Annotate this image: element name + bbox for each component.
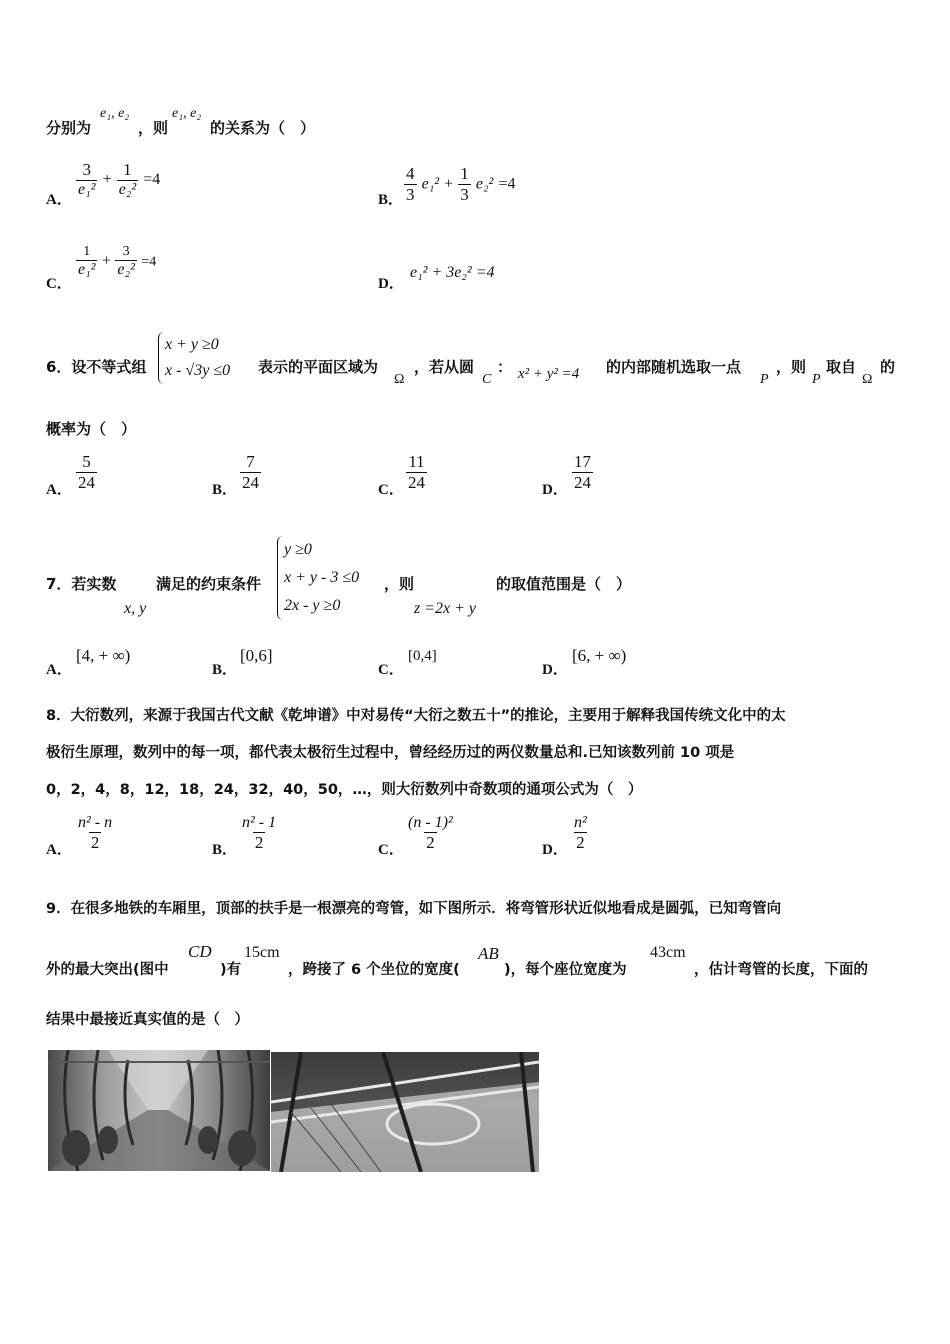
q9-text-e: ，估计弯管的长度，下面的 [694, 962, 868, 978]
numerator: 1 [460, 164, 469, 183]
q5-option-b-expr [404, 164, 515, 204]
q5-vars-1: e₁, e₂ [100, 106, 130, 121]
q6-omega: Ω [394, 372, 405, 387]
fraction [240, 452, 261, 492]
denominator: 2 [576, 833, 585, 853]
q6-colon: ： [497, 358, 513, 376]
numerator: 1 [83, 244, 91, 259]
constraint-3: 2x - y ≥0 [284, 597, 341, 614]
term: e₂² [475, 175, 494, 193]
numerator: n² - n [78, 814, 113, 831]
numerator: 3 [82, 160, 91, 179]
q6-text-3: 的内部随机选取一点 [606, 358, 742, 376]
numerator: 4 [406, 164, 415, 183]
numerator: 11 [408, 452, 425, 471]
fraction [406, 452, 427, 492]
term: e₁² [421, 175, 440, 193]
curved-handrail-drawing [271, 1052, 539, 1172]
inequality-1: x + y ≥0 [165, 336, 219, 353]
q8-option-a-label: A． [46, 842, 72, 858]
q8-option-d-value [572, 814, 589, 853]
q7-option-c-label: C． [378, 662, 404, 678]
q7-objective: z =2x + y [414, 600, 477, 617]
q6-text-2: ，若从圆 [414, 358, 475, 376]
numerator: 7 [246, 452, 255, 471]
denominator: 24 [242, 472, 259, 492]
fraction [117, 160, 138, 199]
denominator: 24 [574, 472, 591, 492]
fraction [458, 164, 471, 204]
q6-option-d-label: D． [542, 482, 568, 498]
q5-text-c: 的关系为（ ） [210, 119, 316, 137]
q9-line-1: 9．在很多地铁的车厢里，顶部的扶手是一根漂亮的弯管，如下图所示．将弯管形状近似地看成是圆弧，已知弯管向 [46, 901, 782, 917]
q6-line-2: 概率为（ ） [46, 420, 137, 438]
q8-line-3: 0，2，4，8，12，18，24，32，40，50，…，则大衍数列中奇数项的通项公式为（ ） [46, 782, 643, 798]
q5-option-b-label: B． [378, 192, 404, 208]
fraction [406, 814, 455, 853]
q7-option-d-label: D． [542, 662, 568, 678]
denominator: e₂² [118, 180, 137, 198]
q5-option-a-expr [76, 160, 160, 199]
numerator: 3 [122, 244, 130, 259]
subway-interior-drawing [48, 1050, 270, 1171]
q6-option-a-value [76, 452, 97, 492]
denominator: 3 [406, 184, 415, 204]
numerator: n² - 1 [242, 814, 277, 831]
q5-text-a: 分别为 [46, 119, 92, 137]
q6-option-d-value [572, 452, 593, 492]
q6-circle: C [482, 372, 492, 387]
numerator: n² [574, 814, 587, 831]
q9-line-3: 结果中最接近真实值的是（ ） [46, 1012, 249, 1028]
plus-sign: + [102, 170, 112, 188]
q6-text-5: 取自 [826, 358, 857, 376]
plus-sign: + [101, 252, 111, 270]
q6-option-b-label: B． [212, 482, 238, 498]
denominator: e₁² [78, 261, 96, 279]
q6-omega-2: Ω [862, 372, 873, 387]
q9-length-cd: 15cm [244, 944, 280, 961]
q7-constraint-system [277, 536, 390, 620]
q7-prefix: 7．若实数 [46, 575, 117, 593]
q7-vars: x, y [124, 600, 147, 617]
q9-cd: CD [188, 942, 212, 961]
q8-option-c-value [406, 814, 455, 853]
fraction [76, 160, 97, 199]
q5-option-c-label: C． [46, 276, 72, 292]
denominator: 2 [254, 833, 264, 853]
q5-vars-2: e₁, e₂ [172, 106, 202, 121]
q7-option-a-label: A． [46, 662, 72, 678]
constraint-1: y ≥0 [284, 541, 312, 558]
denominator: 24 [408, 472, 425, 492]
fraction [76, 814, 114, 853]
q7-option-a-value: [4, + ∞) [76, 646, 131, 665]
q5-option-a-label: A． [46, 192, 72, 208]
rhs: =4 [141, 254, 157, 270]
q8-line-1: 8．大衍数列，来源于我国古代文献《乾坤谱》中对易传“大衍之数五十”的推论，主要用于解释我国传统文化中的太 [46, 708, 786, 724]
q8-option-d-label: D． [542, 842, 568, 858]
denominator: 24 [78, 472, 95, 492]
q7-text-3: 的取值范围是（ ） [496, 575, 632, 593]
fraction [404, 164, 417, 204]
numerator: (n - 1)² [408, 814, 453, 831]
q6-prefix: 6．设不等式组 [46, 358, 147, 376]
fraction [240, 814, 278, 853]
q7-option-d-value: [6, + ∞) [572, 646, 627, 665]
rhs: =4 [498, 175, 516, 193]
q6-point-p: P [760, 372, 769, 387]
q9-text-a: 外的最大突出(图中 [46, 962, 169, 978]
q6-text-1: 表示的平面区域为 [258, 358, 379, 376]
q9-text-b: )有 [220, 962, 242, 978]
constraint-2: x + y - 3 ≤0 [284, 569, 360, 586]
denominator: 2 [426, 833, 435, 853]
q7-option-b-value: [0,6] [240, 646, 273, 665]
q6-option-c-label: C． [378, 482, 404, 498]
q9-seat-width: 43cm [650, 944, 686, 961]
q6-inequality-system [158, 332, 261, 384]
q6-circle-equation: x² + y² =4 [518, 366, 580, 382]
q9-text-c: ，跨接了 6 个坐位的宽度( [288, 962, 460, 978]
fraction [115, 244, 136, 279]
q7-text-2: ，则 [384, 575, 415, 593]
q7-option-c-value: [0,4] [408, 648, 437, 664]
q6-text-6: 的 [880, 358, 896, 376]
denominator: e₂² [117, 261, 135, 279]
denominator: 3 [460, 184, 469, 204]
q8-option-b-label: B． [212, 842, 238, 858]
q6-option-a-label: A． [46, 482, 72, 498]
q8-line-2: 极衍生原理，数列中的每一项，都代表太极衍生过程中，曾经经历过的两仪数量总和.已知该数列前 10 项是 [46, 745, 735, 761]
q6-text-4: ，则 [776, 358, 807, 376]
q6-point-p-2: P [812, 372, 821, 387]
numerator: 17 [574, 452, 591, 471]
subway-interior-photo [48, 1050, 270, 1171]
q9-ab: AB [478, 944, 499, 963]
numerator: 5 [82, 452, 91, 471]
q5-text-b: ，则 [138, 119, 169, 137]
fraction [76, 244, 97, 279]
rhs: =4 [143, 170, 161, 188]
q6-option-c-value [406, 452, 427, 492]
q9-text-d: )，每个座位宽度为 [504, 962, 627, 978]
denominator: 2 [90, 833, 100, 853]
q5-option-c-expr [76, 244, 156, 279]
denominator: e₁² [78, 180, 96, 198]
inequality-2: x - √3y ≤0 [165, 362, 231, 379]
fraction [572, 814, 589, 853]
q8-option-c-label: C． [378, 842, 404, 858]
fraction [76, 452, 97, 492]
numerator: 1 [123, 160, 132, 179]
plus-sign: + [444, 175, 454, 193]
q7-text-1: 满足的约束条件 [156, 575, 262, 593]
q8-option-b-value [240, 814, 278, 853]
q6-option-b-value [240, 452, 261, 492]
q7-option-b-label: B． [212, 662, 238, 678]
q5-option-d-label: D． [378, 276, 404, 292]
q5-option-d-expr: e₁² + 3e₂² =4 [410, 264, 495, 281]
fraction [572, 452, 593, 492]
q8-option-a-value [76, 814, 114, 853]
curved-handrail-photo [271, 1052, 539, 1172]
